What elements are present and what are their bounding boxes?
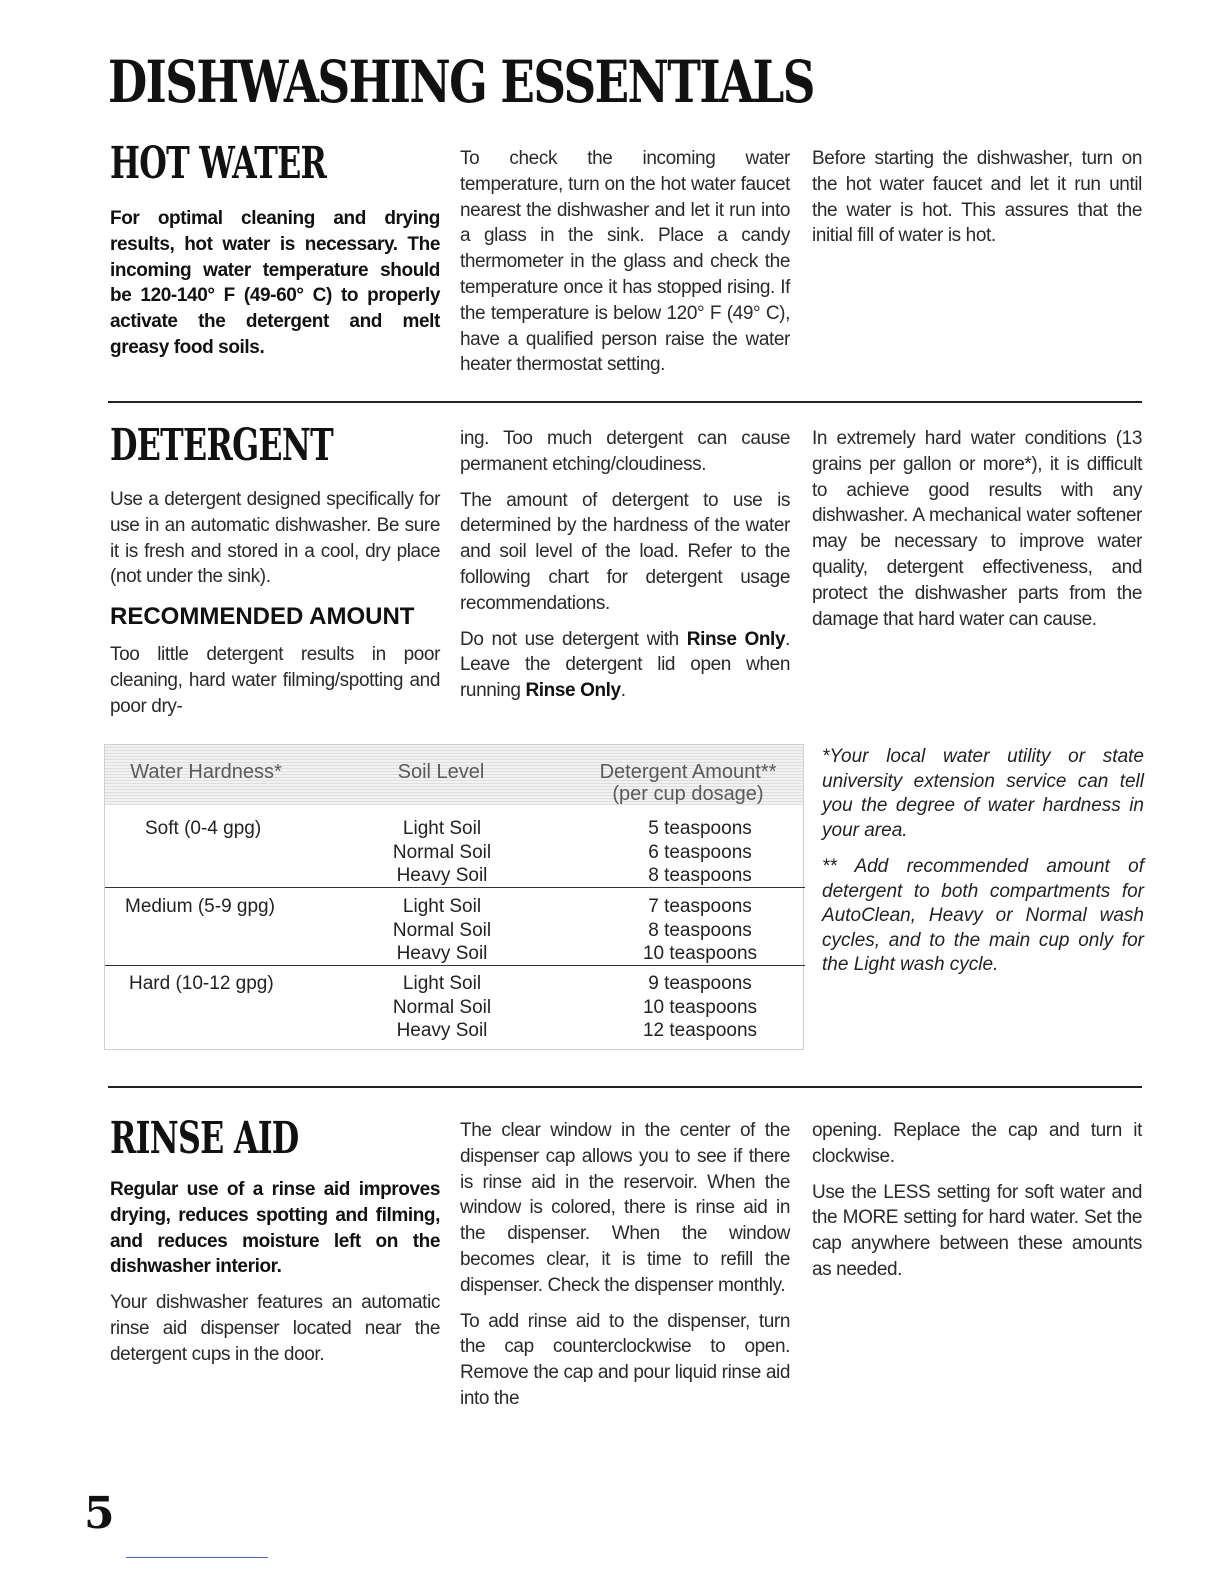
hardness-medium: Medium (5-9 gpg) <box>125 896 275 917</box>
hardness-soft: Soft (0-4 gpg) <box>145 818 262 839</box>
hot-water-before-text: Before starting the dishwasher, turn on the hot water faucet and let it run until the water is hot. This assures that the initial fill of water is hot. <box>812 148 1142 247</box>
table-header <box>105 745 803 805</box>
rinse-aid-col2 <box>460 1118 790 1422</box>
amount-list: 9 teaspoons 10 teaspoons 12 teaspoons <box>642 973 758 1041</box>
hot-water-col2 <box>460 146 790 388</box>
recommended-amount-heading: RECOMMENDED AMOUNT <box>110 603 415 631</box>
hardness-footnote: *Your local water utility or state university extension service can tell you the degree of water hardness in your area. <box>822 746 1144 841</box>
detergent-etching-text: ing. Too much detergent can cause permanent etching/cloudiness. <box>460 428 790 475</box>
rinse-aid-col3 <box>812 1118 1142 1293</box>
section-divider <box>108 401 1142 403</box>
rinse-aid-setting-text: Use the LESS setting for soft water and the MORE setting for hard water. Set the cap anywhere between these amounts as needed. <box>812 1181 1142 1280</box>
group-divider <box>105 965 805 966</box>
detergent-title: DETERGENT <box>110 420 333 471</box>
page-title: DISHWASHING ESSENTIALS <box>108 48 814 116</box>
detergent-hardness-text: The amount of detergent to use is determined by the hardness of the water and soil level of the load. Refer to the following chart for detergent usage recommendations. <box>460 489 790 614</box>
rinse-aid-title: RINSE AID <box>110 1113 299 1164</box>
rinse-aid-add-text: To add rinse aid to the dispenser, turn the cap counterclockwise to open. Remove the cap and pour liquid rinse aid into the <box>460 1310 790 1409</box>
detergent-col3 <box>812 426 1142 642</box>
table-notes <box>822 745 1144 990</box>
header-water-hardness: Water Hardness* <box>130 761 282 783</box>
soil-level-list: Light Soil Normal Soil Heavy Soil <box>392 818 492 886</box>
rinse-aid-lead: Regular use of a rinse aid improves drying, reduces spotting and filming, and reduces moisture left on the dishwasher interior. <box>110 1179 440 1278</box>
hard-water-text: In extremely hard water conditions (13 grains per gallon or more*), it is difficult to achieve good results with any dishwasher. A mechanical water softener may be necessary to improve water quality, detergent effectiveness, and protect the dishwasher parts from the damage that hard water can cause. <box>812 428 1142 630</box>
rinse-aid-col1 <box>110 1177 440 1378</box>
footer-rule <box>126 1557 268 1558</box>
group-divider <box>105 887 805 888</box>
hot-water-check-text: To check the incoming water temperature, turn on the hot water faucet nearest the dishwasher and let it run into a glass in the sink. Place a candy thermometer in the glass and check the temperature once it has stopped rising. If the temperature is below 120° F (49° C), have a qualified person raise the water heater thermostat setting. <box>460 148 790 376</box>
detergent-col2 <box>460 426 790 714</box>
section-divider <box>108 1086 1142 1088</box>
rinse-aid-intro: Your dishwasher features an automatic rinse aid dispenser located near the detergent cups in the door. <box>110 1292 440 1365</box>
detergent-col1 <box>110 487 440 729</box>
detergent-table <box>104 744 804 1050</box>
hot-water-title: HOT WATER <box>110 138 327 189</box>
rinse-aid-replace-text: opening. Replace the cap and turn it clockwise. <box>812 1120 1142 1167</box>
page-number: 5 <box>84 1488 115 1539</box>
hot-water-col3 <box>812 146 1142 259</box>
hardness-hard: Hard (10-12 gpg) <box>129 973 274 994</box>
header-soil-level: Soil Level <box>397 761 485 783</box>
rinse-aid-window-text: The clear window in the center of the dispenser cap allows you to see if there is rinse aid in the reservoir. When the window is colored, there is rinse aid in the dispenser. When the window becomes clear, it is time to refill the dispenser. Check the dispenser monthly. <box>460 1120 790 1296</box>
amount-footnote: ** Add recommended amount of detergent to both compartments for AutoClean, Heavy or Normal wash cycles, and to the main cup only for the Light wash cycle. <box>822 856 1144 975</box>
detergent-amount-text: Too little detergent results in poor cleaning, hard water filming/spotting and poor dry- <box>110 643 440 717</box>
soil-level-list: Light Soil Normal Soil Heavy Soil <box>392 973 492 1041</box>
detergent-intro: Use a detergent designed specifically for use in an automatic dishwasher. Be sure it is fresh and stored in a cool, dry place (not under the sink). <box>110 489 440 588</box>
hot-water-lead: For optimal cleaning and drying results, hot water is necessary. The incoming water temperature should be 120-140° F (49-60° C) to properly activate the detergent and melt greasy food soils. <box>110 208 440 358</box>
hot-water-col1 <box>110 206 440 371</box>
detergent-rinse-only-text: Do not use detergent with Rinse Only. Leave the detergent lid open when running Rinse Only. <box>460 628 790 702</box>
header-per-cup-dosage: (per cup dosage) <box>612 783 764 805</box>
amount-list: 5 teaspoons 6 teaspoons 8 teaspoons <box>648 818 752 886</box>
amount-list: 7 teaspoons 8 teaspoons 10 teaspoons <box>642 896 758 964</box>
soil-level-list: Light Soil Normal Soil Heavy Soil <box>392 896 492 964</box>
header-detergent-amount: Detergent Amount** <box>599 761 777 783</box>
